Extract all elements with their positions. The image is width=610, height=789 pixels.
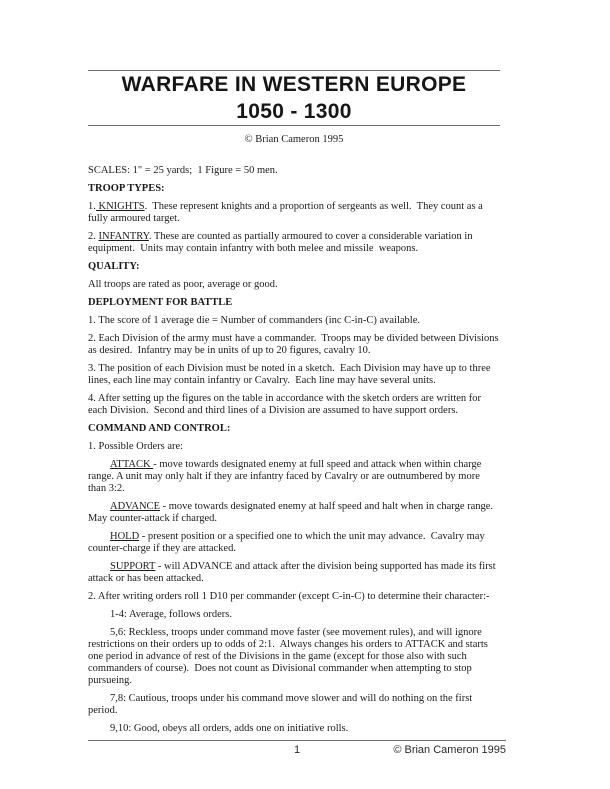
paragraph	[88, 723, 500, 735]
underlined-term: HOLD	[110, 531, 140, 542]
document-subtitle: 1050 - 1300	[236, 100, 352, 123]
text-run: 4. After setting up the figures on the table in accordance with the sketch orders are written for each Division. Second and third lines of a Division are assumed to have support orders.	[88, 393, 484, 416]
text-run: All troops are rated as poor, average or good.	[88, 279, 278, 290]
page-footer	[88, 740, 506, 758]
page-number: 1	[293, 744, 301, 756]
text-run: 1-4: Average, follows orders.	[110, 609, 232, 620]
footer-row	[88, 744, 506, 758]
section-heading	[88, 423, 500, 435]
paragraph	[88, 531, 500, 555]
header-copyright: © Brian Cameron 1995	[244, 134, 344, 145]
section-heading	[88, 297, 500, 309]
text-run: TROOP TYPES:	[88, 183, 165, 194]
text-run: 1. The score of 1 average die = Number of commanders (inc C-in-C) available.	[88, 315, 420, 326]
text-run: COMMAND AND CONTROL:	[88, 423, 231, 434]
text-run: - present position or a specified one to which the unit may advance. Cavalry may counter-charge if they are attacked.	[88, 531, 488, 554]
paragraph	[88, 627, 500, 687]
paragraph	[88, 591, 500, 603]
text-run: 1. Possible Orders are:	[88, 441, 184, 452]
text-run: 2. After writing orders roll 1 D10 per commander (except C-in-C) to determine their character:-	[88, 591, 490, 602]
text-run: 2. Each Division of the army must have a commander. Troops may be divided between Divisions as desired. Infantry may be in units of up to 20 figures, cavalry 10.	[88, 333, 502, 356]
paragraph	[88, 231, 500, 255]
text-run: 5,6: Reckless, troops under command move faster (see movement rules), and will ignore restrictions on their orders up to odds of 2:1. Always changes his orders to ATTACK and starts one period in advance of rest of the Divisions in the game (except for those also with such commanders of course). Does not count as Divisional commander when attempting to stop pursueing.	[88, 627, 491, 686]
text-run: - move towards designated enemy at half speed and halt when in charge range. May counter-attack if charged.	[88, 501, 496, 524]
header-rule-bottom	[88, 125, 500, 126]
text-run: 3. The position of each Division must be noted in a sketch. Each Division may have up to three lines, each line may contain infantry or Cavalry. Each line may have several units.	[88, 363, 494, 386]
paragraph	[88, 393, 500, 417]
footer-copyright: © Brian Cameron 1995	[393, 744, 506, 756]
underlined-term: SUPPORT	[110, 561, 156, 572]
underlined-term: ATTACK	[110, 459, 154, 470]
paragraph	[88, 363, 500, 387]
text-run: . These represent knights and a proportion of sergeants as well. They count as a fully armoured target.	[88, 201, 486, 224]
text-run: DEPLOYMENT FOR BATTLE	[88, 297, 233, 308]
text-run: 2.	[88, 231, 99, 242]
text-run: 7,8: Cautious, troops under his command move slower and will do nothing on the first period.	[88, 693, 475, 716]
footer-rule	[88, 740, 506, 741]
text-run: QUALITY:	[88, 261, 140, 272]
document-body	[88, 165, 500, 735]
section-heading	[88, 183, 500, 195]
paragraph	[88, 441, 500, 453]
underlined-term: ADVANCE	[110, 501, 160, 512]
paragraph	[88, 279, 500, 291]
paragraph	[88, 201, 500, 225]
document-title: WARFARE IN WESTERN EUROPE	[121, 73, 467, 96]
document-content	[88, 0, 500, 741]
paragraph	[88, 459, 500, 495]
paragraph	[88, 609, 500, 621]
text-run: 9,10: Good, obeys all orders, adds one on initiative rolls.	[110, 723, 349, 734]
paragraph	[88, 501, 500, 525]
paragraph	[88, 315, 500, 327]
text-run: SCALES: 1" = 25 yards; 1 Figure = 50 men.	[88, 165, 278, 176]
paragraph	[88, 333, 500, 357]
underlined-term: KNIGHTS	[95, 201, 145, 212]
paragraph	[88, 693, 500, 717]
paragraph	[88, 561, 500, 585]
section-heading	[88, 261, 500, 273]
text-run: . These are counted as partially armoured to cover a considerable variation in equipment. Units may contain infantry with both melee and missile weapons.	[88, 231, 476, 254]
underlined-term: INFANTRY	[98, 231, 149, 242]
text-run: - move towards designated enemy at full speed and attack when within charge range. A unit may only halt if they are infantry faced by Cavalry or are outnumbered by more than 3:2.	[88, 459, 484, 494]
paragraph	[88, 165, 500, 177]
text-run: 1.	[88, 201, 96, 212]
text-run: - will ADVANCE and attack after the division being supported has made its first attack or has been attacked.	[88, 561, 499, 584]
